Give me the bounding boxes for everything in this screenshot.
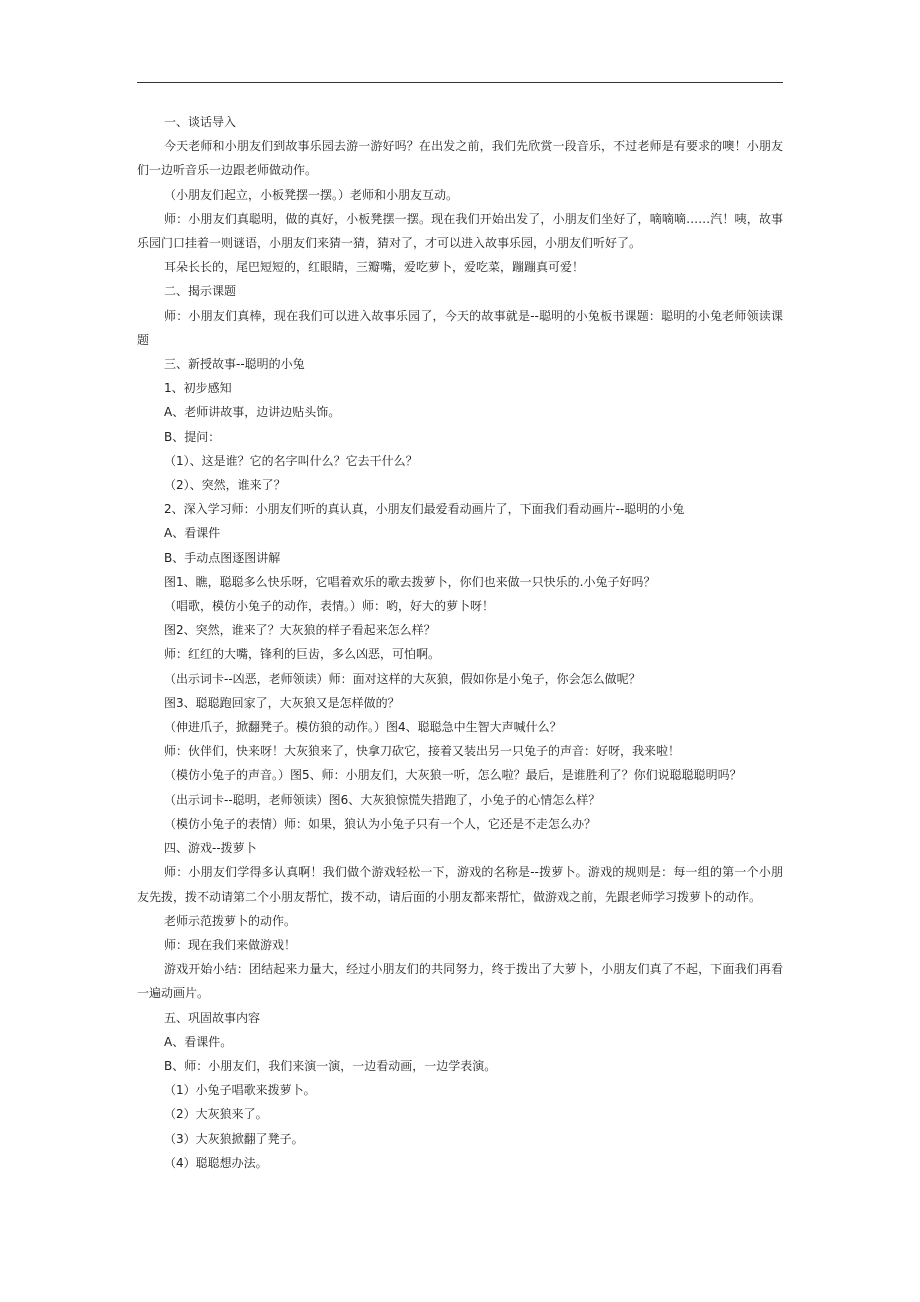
paragraph: 师：红红的大嘴，锋利的巨齿，多么凶恶，可怕啊。: [164, 647, 441, 662]
question-item: （2）、突然，谁来了？: [164, 478, 286, 493]
list-item: A、看课件。: [164, 1034, 233, 1049]
paragraph: （小朋友们起立，小板凳摆一摆。）老师和小朋友互动。: [164, 187, 459, 202]
paragraph: 今天老师和小朋友们到故事乐园去游一游好吗？在出发之前，我们先欣赏一段音乐，不过老师是有要求的噢！小朋友们一边听音乐一边跟老师做动作。: [137, 139, 783, 178]
paragraph: （出示词卡--凶恶，老师领读）师：面对这样的大灰狼，假如你是小兔子，你会怎么做呢？: [164, 671, 641, 686]
question-item: （1）、这是谁？它的名字叫什么？它去干什么？: [164, 453, 418, 468]
paragraph: （模仿小兔子的声音。）图5、师：小朋友们，大灰狼一听，怎么啦？最后，是谁胜利了？你们说聪聪聪明吗？: [164, 768, 742, 783]
subheading: 2、深入学习师：小朋友们听的真认真，小朋友们最爱看动画片了，下面我们看动画片--聪明的小兔: [164, 502, 685, 517]
heading-1: 一、谈话导入: [164, 115, 237, 129]
step-item: （4）聪聪想办法。: [164, 1155, 268, 1170]
heading-5: 五、巩固故事内容: [164, 1010, 261, 1025]
list-item: A、老师讲故事，边讲边贴头饰。: [164, 405, 341, 420]
paragraph: 图3、聪聪跑回家了，大灰狼又是怎样做的？: [164, 695, 400, 710]
step-item: （3）大灰狼掀翻了凳子。: [164, 1131, 304, 1146]
paragraph: 游戏开始小结：团结起来力量大，经过小朋友们的共同努力，终于拨出了大萝卜，小朋友们真了不起，下面我们再看一遍动画片。: [137, 962, 783, 1001]
paragraph: 师：小朋友们学得多认真啊！我们做个游戏轻松一下，游戏的名称是--拨萝卜。游戏的规则是：每一组的第一个小朋友先拨，拨不动请第二个小朋友帮忙，拨不动，请后面的小朋友都来帮忙，做游戏之前，先跟老师学习拨萝卜的动作。: [137, 865, 783, 904]
paragraph: 师：小朋友们真棒，现在我们可以进入故事乐园了，今天的故事就是--聪明的小兔板书课题：聪明的小兔老师领读课题: [137, 308, 783, 347]
heading-2: 二、揭示课题: [164, 284, 237, 299]
paragraph: 图1、瞧，聪聪多么快乐呀，它唱着欢乐的歌去拨萝卜，你们也来做一只快乐的.小兔子好吗？: [164, 574, 656, 589]
paragraph: （出示词卡--聪明，老师领读）图6、大灰狼惊慌失措跑了，小兔子的心情怎么样？: [164, 792, 601, 807]
paragraph: （唱歌，模仿小兔子的动作，表情。）师：哟，好大的萝卜呀！: [164, 599, 495, 614]
paragraph: （模仿小兔子的表情）师：如果，狼认为小兔子只有一个人，它还是不走怎么办？: [164, 816, 597, 831]
riddle: 耳朵长长的，尾巴短短的，红眼睛，三瓣嘴，爱吃萝卜，爱吃菜，蹦蹦真可爱！: [164, 260, 585, 275]
list-item: B、手动点图逐图讲解: [164, 550, 281, 565]
paragraph: 师：现在我们来做游戏！: [164, 937, 297, 952]
paragraph: 师：伙伴们，快来呀！大灰狼来了，快拿刀砍它，接着又装出另一只兔子的声音：好呀，我来啦！: [164, 744, 681, 759]
header-rule: [137, 82, 783, 83]
paragraph: 师：小朋友们真聪明，做的真好，小板凳摆一摆。现在我们开始出发了，小朋友们坐好了，嘀嘀嘀……汽！咦，故事乐园门口挂着一则谜语，小朋友们来猜一猜，猜对了，才可以进入故事乐园，小朋友们听好了。: [137, 211, 783, 251]
subheading: 1、初步感知: [164, 381, 232, 396]
heading-3: 三、新授故事--聪明的小兔: [164, 357, 305, 372]
document-body: [137, 110, 783, 1175]
list-item: A、看课件: [164, 526, 221, 541]
list-item: B、提问：: [164, 429, 221, 444]
paragraph: 图2、突然，谁来了？大灰狼的样子看起来怎么样？: [164, 623, 436, 638]
heading-4: 四、游戏--拨萝卜: [164, 841, 257, 856]
step-item: （2）大灰狼来了。: [164, 1107, 268, 1122]
list-item: B、师：小朋友们，我们来演一演，一边看动画，一边学表演。: [164, 1058, 497, 1073]
paragraph: 老师示范拨萝卜的动作。: [164, 913, 297, 928]
paragraph: （伸进爪子，掀翻凳子。模仿狼的动作。）图4、聪聪急中生智大声喊什么？: [164, 720, 562, 735]
step-item: （1）小兔子唱歌来拨萝卜。: [164, 1083, 316, 1098]
